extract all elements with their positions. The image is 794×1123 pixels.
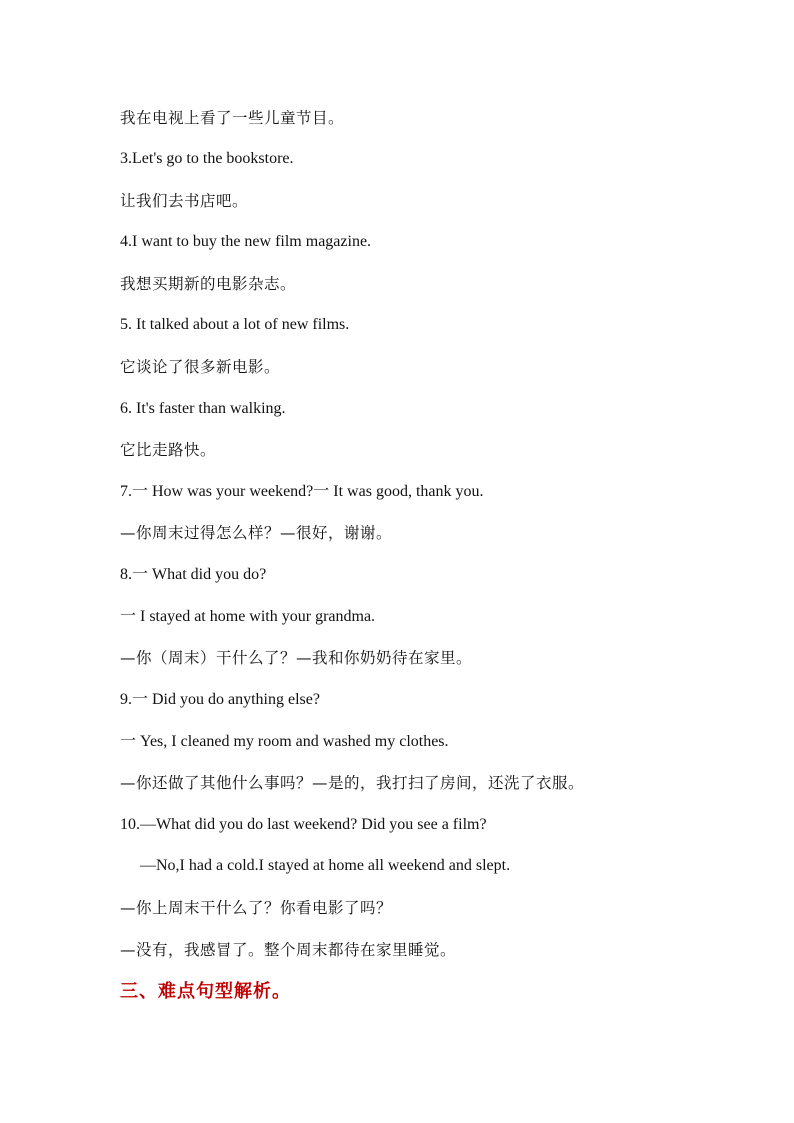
text-line-en: —No,I had a cold.I stayed at home all weekend and slept. (140, 857, 511, 874)
text-line-en: 9.一 Did you do anything else? (120, 691, 320, 708)
text-line-zh: 让我们去书店吧。 (120, 192, 249, 210)
text-line-zh: —你上周末干什么了？你看电影了吗？ (120, 899, 393, 917)
text-line-en: 10.—What did you do last weekend? Did you see a film? (120, 816, 487, 833)
text-line-zh: —没有，我感冒了。整个周末都待在家里睡觉。 (120, 941, 457, 959)
section-heading: 三、难点句型解析。 (120, 981, 291, 1002)
text-line-en: 一 Yes, I cleaned my room and washed my clothes. (120, 733, 449, 750)
text-line-en: 5. It talked about a lot of new films. (120, 316, 350, 333)
text-line-zh: —你周末过得怎么样？—很好，谢谢。 (120, 524, 393, 542)
text-line-zh: 我在电视上看了一些儿童节目。 (120, 109, 345, 127)
text-line-zh: 我想买期新的电影杂志。 (120, 275, 297, 293)
text-line-en: 3.Let's go to the bookstore. (120, 150, 294, 167)
text-line-en: 8.一 What did you do? (120, 566, 267, 583)
text-line-en: 6. It's faster than walking. (120, 400, 286, 417)
text-line-en: 7.一 How was your weekend?一 It was good, thank you. (120, 483, 484, 500)
text-line-en: 4.I want to buy the new film magazine. (120, 233, 372, 250)
text-line-en: 一 I stayed at home with your grandma. (120, 608, 376, 625)
text-line-zh: —你（周末）干什么了？—我和你奶奶待在家里。 (120, 649, 473, 667)
text-line-zh: —你还做了其他什么事吗？—是的，我打扫了房间，还洗了衣服。 (120, 774, 585, 792)
text-line-zh: 它谈论了很多新电影。 (120, 358, 281, 376)
text-line-zh: 它比走路快。 (120, 441, 217, 459)
